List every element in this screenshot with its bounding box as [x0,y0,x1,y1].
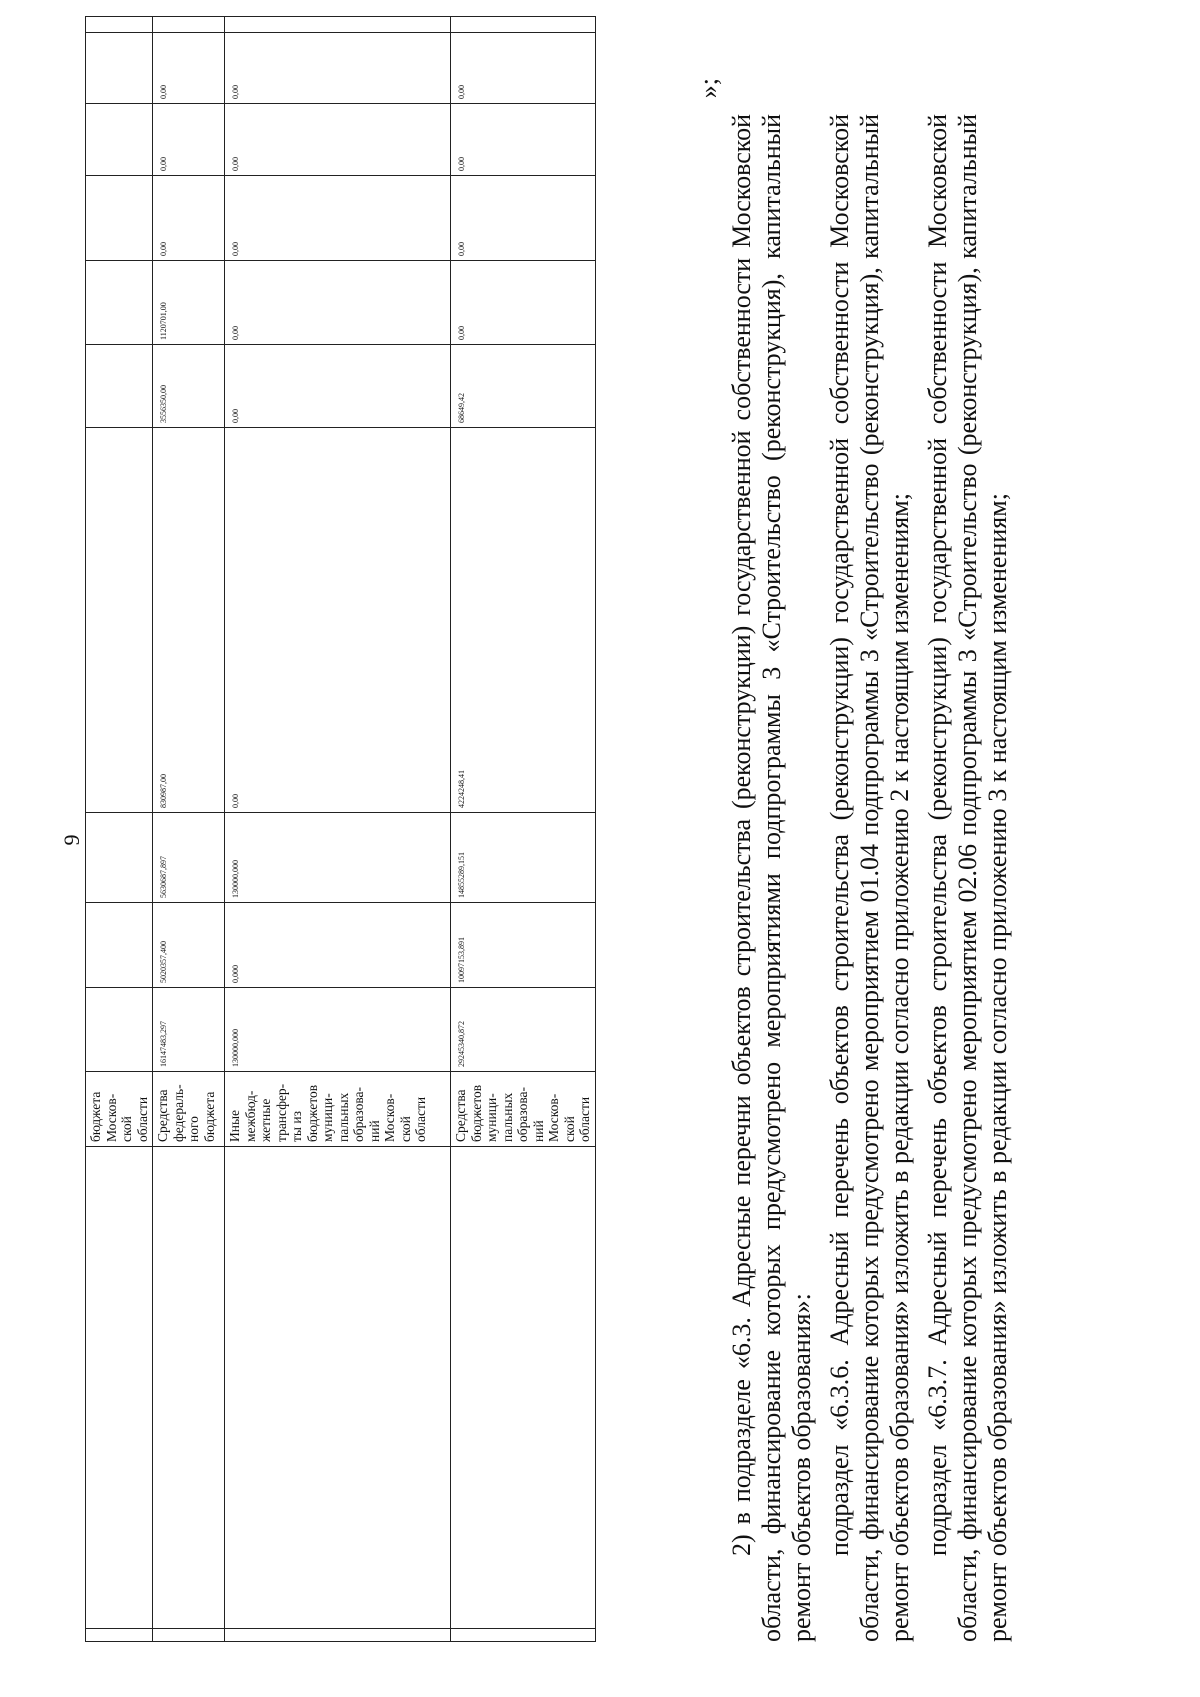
value-cell [86,813,153,903]
value-cell: 830987,00 [153,428,225,813]
value-cell: 68649,42 [451,345,596,428]
value-cell: 0,00 [451,176,596,261]
value-cell [86,261,153,345]
value-cell: 0,00 [225,428,451,813]
funding-source-cell: Средства бюджетов муници-пальных образова-ний Москов-ской области [451,1072,596,1147]
paragraph-subsection-6-3-6: подраздел «6.3.6. Адресный перечень объектов строительства (реконструкции) государственной собственности Московской области, финансирование которых предусмотрено мероприятием 01.04 подпрограммы 3 «Строительство (реконструкция), капитальный ремонт объектов образования» изложить в редакции согласно приложению 2 к настоящим изменениям; [825,114,914,1642]
value-cell: 3556350,00 [153,345,225,428]
rotated-page-content [15,58,1185,1678]
paragraph-subsection-6-3-7: подраздел «6.3.7. Адресный перечень объектов строительства (реконструкции) государственной собственности Московской области, финансирование которых предусмотрено мероприятием 02.06 подпрограммы 3 «Строительство (реконструкция), капитальный ремонт объектов образования» изложить в редакции согласно приложению 3 к настоящим изменениям; [923,114,1012,1642]
table-cell-blank [153,1147,225,1629]
value-cell: 0,00 [225,261,451,345]
value-cell: 16147483,297 [153,988,225,1072]
table-cell-blank [451,1629,596,1642]
table-cell-blank [225,1147,451,1629]
table-cell-blank [86,1147,153,1629]
value-cell: 10097153,891 [451,903,596,988]
funding-table [85,16,596,1642]
table-cell-blank [451,1147,596,1629]
value-cell: 0,00 [225,104,451,176]
value-cell: 0,00 [451,33,596,104]
value-cell: 0,00 [225,345,451,428]
closing-quote-mark: »; [694,78,723,99]
funding-source-cell: Средства федераль-ного бюджета [153,1072,225,1147]
value-cell [86,176,153,261]
table-row [153,17,225,1642]
value-cell: 0,00 [153,33,225,104]
value-cell: 0,00 [451,261,596,345]
value-cell: 29245340,872 [451,988,596,1072]
value-cell: 130000,000 [225,813,451,903]
value-cell [86,345,153,428]
value-cell: 0,00 [153,176,225,261]
table-cell-blank [153,1629,225,1642]
value-cell: 0,00 [225,176,451,261]
body-text [727,114,1013,1642]
table-cell-blank [225,1629,451,1642]
value-cell: 0,00 [153,104,225,176]
table-row [451,17,596,1642]
value-cell: 0,00 [451,104,596,176]
table-cell-blank [225,17,451,33]
value-cell: 5020357,400 [153,903,225,988]
table-cell-blank [153,17,225,33]
value-cell: 14855289,151 [451,813,596,903]
value-cell [86,33,153,104]
funding-source-cell: Иные межбюд-жетные трансфер-ты из бюджетов муници-пальных образова-ний Москов-ской области [225,1072,451,1147]
page-number: 9 [59,834,84,846]
table-row [225,17,451,1642]
table-cell-blank [86,1629,153,1642]
value-cell [86,428,153,813]
value-cell: 4224248,41 [451,428,596,813]
funding-source-cell: бюджета Москов-ской области [86,1072,153,1147]
paragraph-subsection-6-3: 2) в подразделе «6.3. Адресные перечни объектов строительства (реконструкции) государственной собственности Московской области, финансирование которых предусмотрено мероприятиями подпрограммы 3 «Строительство (реконструкция), капитальный ремонт объектов образования»: [727,114,816,1642]
value-cell: 1120701,00 [153,261,225,345]
value-cell [86,903,153,988]
table-cell-blank [86,17,153,33]
value-cell [86,104,153,176]
value-cell [86,988,153,1072]
value-cell: 0,000 [225,903,451,988]
value-cell: 130000,000 [225,988,451,1072]
table-row [86,17,153,1642]
value-cell: 5630687,897 [153,813,225,903]
value-cell: 0,00 [225,33,451,104]
table-cell-blank [451,17,596,33]
